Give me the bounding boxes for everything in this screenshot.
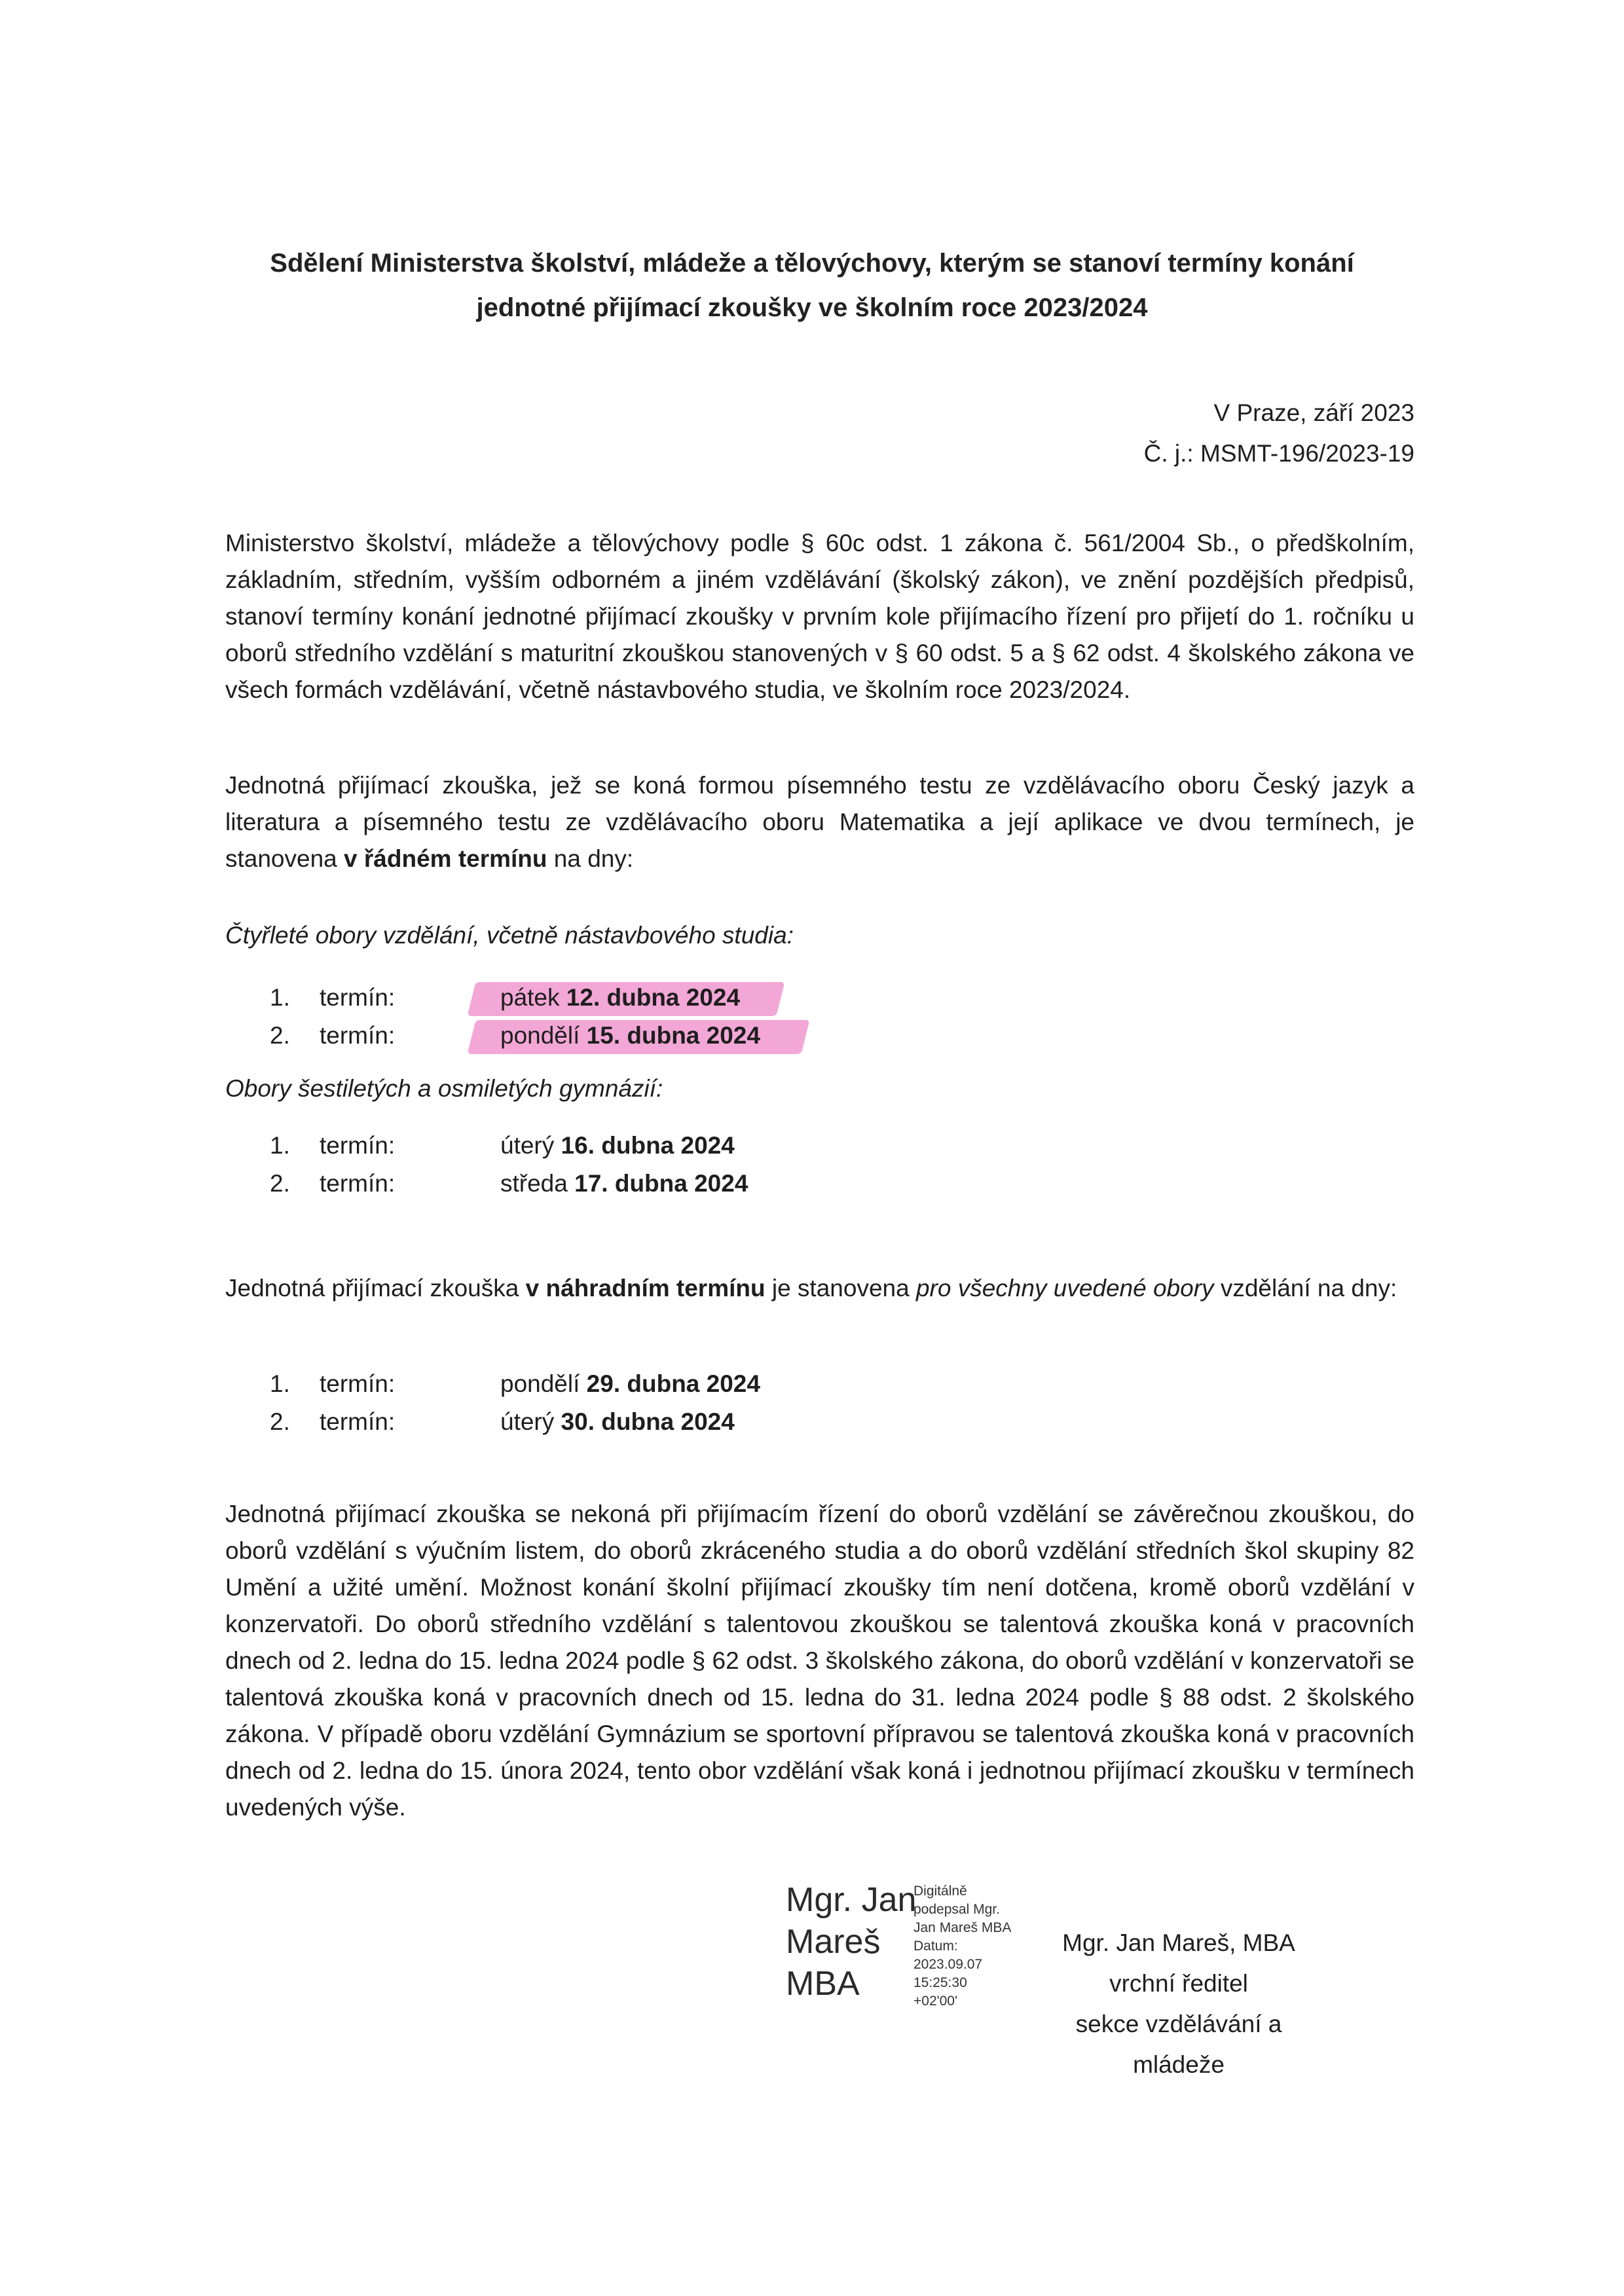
substitute-text-1: Jednotná přijímací zkouška bbox=[225, 1275, 526, 1302]
term-date-value: 16. dubna 2024 bbox=[561, 1132, 735, 1159]
term-date bbox=[500, 1127, 735, 1164]
term-label: termín: bbox=[320, 1022, 396, 1049]
title-line-1: Sdělení Ministerstva školství, mládeže a tělovýchovy, kterým se stanoví termíny konání bbox=[270, 249, 1354, 278]
signatory-block bbox=[1035, 1923, 1323, 2085]
signature-meta-line: 2023.09.07 bbox=[913, 1957, 983, 1972]
four-year-heading: Čtyřleté obory vzdělání, včetně nástavbového studia: bbox=[225, 922, 794, 949]
term-number: 2. bbox=[270, 1022, 290, 1049]
term-date bbox=[500, 1366, 760, 1402]
term-day: pátek bbox=[500, 984, 566, 1011]
place-date: V Praze, září 2023 bbox=[1213, 399, 1414, 426]
term-number: 1. bbox=[270, 1132, 290, 1159]
term-day: středa bbox=[500, 1170, 575, 1197]
term-row bbox=[225, 979, 880, 1016]
signature-name-line: Mareš bbox=[786, 1923, 881, 1961]
term-date bbox=[500, 1404, 735, 1440]
reference-number: Č. j.: MSMT-196/2023-19 bbox=[1143, 440, 1414, 467]
signature-meta-line: Jan Mareš MBA bbox=[913, 1920, 1012, 1935]
header-meta bbox=[1144, 393, 1414, 474]
term-label: termín: bbox=[320, 1132, 396, 1159]
term-row bbox=[225, 1366, 880, 1402]
term-date bbox=[500, 1165, 748, 1202]
term-date-value: 12. dubna 2024 bbox=[566, 984, 741, 1011]
term-day: úterý bbox=[500, 1132, 561, 1159]
term-label: termín: bbox=[320, 1170, 396, 1197]
term-label: termín: bbox=[320, 984, 396, 1011]
term-row bbox=[225, 1404, 880, 1440]
signature-name-line: MBA bbox=[786, 1965, 860, 2003]
term-row bbox=[225, 1017, 880, 1054]
term-number: 2. bbox=[270, 1408, 290, 1435]
term-date-value: 30. dubna 2024 bbox=[561, 1408, 735, 1435]
signature-meta-line: 15:25:30 bbox=[913, 1975, 967, 1990]
term-date-value: 17. dubna 2024 bbox=[574, 1170, 748, 1197]
term-label: termín: bbox=[320, 1370, 396, 1397]
signature-meta-line: Digitálně bbox=[913, 1884, 967, 1899]
term-day: úterý bbox=[500, 1408, 561, 1435]
intro-paragraph: Ministerstvo školství, mládeže a tělovýchovy podle § 60c odst. 1 zákona č. 561/2004 Sb., o předškolním, základním, středním, vyšším odborném a jiném vzdělávání (školský zákon), ve znění pozdějších předpisů, stanoví termíny konání jednotné přijímací zkoušky v prvním kole přijímacího řízení pro přijetí do 1. ročníku u oborů středního vzdělání s maturitní zkouškou stanovených v § 60 odst. 5 a § 62 odst. 4 školského zákona ve všech formách vzdělávání, včetně nástavbového studia, ve školním roce 2023/2024. bbox=[225, 530, 1414, 703]
regular-text-before: Jednotná přijímací zkouška, jež se koná formou písemného testu ze vzdělávacího oboru Český jazyk a literatura a písemného testu ze vzdělávacího oboru Matematika a její aplikace ve dvou termínech, je stanovena bbox=[225, 772, 1414, 872]
term-row bbox=[225, 1127, 880, 1164]
document-title bbox=[196, 241, 1428, 330]
term-day: pondělí bbox=[500, 1370, 587, 1397]
term-row bbox=[225, 1165, 880, 1202]
digital-signature-name bbox=[786, 1879, 916, 2005]
signature-meta-line: +02'00' bbox=[913, 1994, 957, 2009]
term-date-value: 29. dubna 2024 bbox=[586, 1370, 760, 1397]
regular-text-after: na dny: bbox=[547, 845, 634, 872]
term-number: 1. bbox=[270, 1370, 290, 1397]
signatory-section: sekce vzdělávání a mládeže bbox=[1075, 2011, 1282, 2078]
term-number: 1. bbox=[270, 984, 290, 1011]
title-line-2: jednotné přijímací zkoušky ve školním roce 2023/2024 bbox=[476, 293, 1148, 322]
regular-term-paragraph bbox=[225, 767, 1414, 877]
term-day: pondělí bbox=[500, 1022, 587, 1049]
signature-meta-line: podepsal Mgr. bbox=[913, 1902, 1000, 1917]
term-date bbox=[500, 1017, 760, 1054]
term-label: termín: bbox=[320, 1408, 396, 1435]
closing-paragraph: Jednotná přijímací zkouška se nekoná při přijímacím řízení do oborů vzdělání se závěrečnou zkouškou, do oborů vzdělání s výučním listem, do oborů zkráceného studia a do oborů vzdělání středních škol skupiny 82 Umění a užité umění. Možnost konání školní přijímací zkoušky tím není dotčena, kromě oborů vzdělání v konzervatoři. Do oborů středního vzdělání s talentovou zkouškou se talentová zkouška koná v pracovních dnech od 2. ledna do 15. ledna 2024 podle § 62 odst. 3 školského zákona, do oborů vzdělání v konzervatoři se talentová zkouška koná v pracovních dnech od 15. ledna do 31. ledna 2024 podle § 88 odst. 2 školského zákona. V případě oboru vzdělání Gymnázium se sportovní přípravou se talentová zkouška koná v pracovních dnech od 2. ledna do 15. února 2024, tento obor vzdělání však koná i jednotnou přijímací zkoušku v termínech uvedených výše. bbox=[225, 1501, 1414, 1821]
signature-meta-line: Datum: bbox=[913, 1939, 958, 1954]
signatory-position: vrchní ředitel bbox=[1109, 1970, 1248, 1997]
signatory-name: Mgr. Jan Mareš, MBA bbox=[1062, 1929, 1295, 1956]
signature-name-line: Mgr. Jan bbox=[786, 1881, 917, 1919]
substitute-term-paragraph bbox=[225, 1270, 1414, 1307]
term-date-value: 15. dubna 2024 bbox=[586, 1022, 760, 1049]
substitute-text-bold: v náhradním termínu bbox=[525, 1275, 766, 1302]
term-date bbox=[500, 979, 740, 1016]
regular-text-bold: v řádném termínu bbox=[344, 845, 547, 872]
gymnasium-heading: Obory šestiletých a osmiletých gymnázií: bbox=[225, 1075, 663, 1102]
substitute-text-italic: pro všechny uvedené obory bbox=[915, 1275, 1214, 1302]
digital-signature-details bbox=[913, 1882, 1011, 2011]
term-number: 2. bbox=[270, 1170, 290, 1197]
substitute-text-2: je stanovena bbox=[765, 1275, 916, 1302]
substitute-text-3: vzdělání na dny: bbox=[1213, 1275, 1397, 1302]
